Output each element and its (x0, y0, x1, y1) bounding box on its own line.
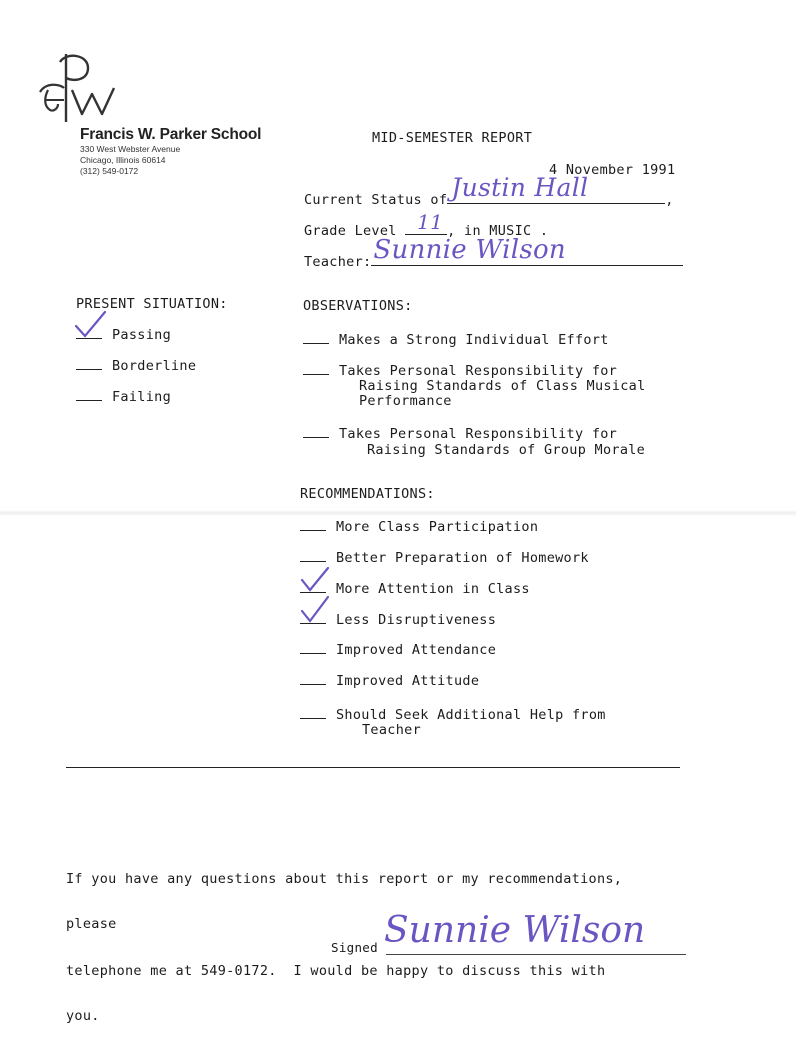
school-monogram-logo (36, 52, 120, 126)
recommendation-text: Less Disruptiveness (336, 612, 497, 628)
school-address-line1: 330 West Webster Avenue (80, 144, 181, 154)
recommendation-checkbox[interactable] (300, 641, 326, 654)
observation-text: Makes a Strong Individual Effort (339, 332, 609, 348)
grade-level-label: Grade Level (304, 223, 397, 239)
current-status-row: Current Status of Justin Hall , (304, 173, 674, 208)
report-date: 4 November 1991 (549, 162, 676, 178)
divider-line (66, 767, 680, 768)
checkmark-icon (298, 595, 332, 623)
teacher-signature-handwritten: Sunnie Wilson (373, 235, 566, 265)
observation-checkbox[interactable] (303, 362, 329, 375)
recommendation-item (300, 706, 606, 738)
student-name-handwritten: Justin Hall (451, 173, 589, 202)
current-status-label: Current Status of (304, 192, 448, 208)
recommendation-checkbox[interactable] (300, 611, 326, 624)
observation-text: Raising Standards of Class Musical (359, 378, 646, 394)
present-situation-item (76, 388, 171, 405)
observation-text: Raising Standards of Group Morale (367, 442, 646, 458)
teacher-label: Teacher: (304, 254, 372, 270)
present-situation-item (76, 326, 171, 343)
observation-item (303, 331, 609, 348)
recommendation-item (300, 611, 496, 628)
recommendation-text: Teacher (362, 722, 421, 738)
signature-handwritten: Sunnie Wilson (384, 910, 646, 951)
observations-heading: OBSERVATIONS: (303, 298, 413, 314)
recommendations-heading: RECOMMENDATIONS: (300, 486, 435, 502)
recommendation-text: More Class Participation (336, 519, 539, 535)
recommendation-text: Better Preparation of Homework (336, 550, 589, 566)
situation-label: Borderline (112, 358, 197, 374)
closing-line: please (66, 916, 117, 932)
checkmark-icon (298, 564, 332, 592)
situation-label: Passing (112, 327, 171, 343)
passing-checkbox[interactable] (76, 326, 102, 339)
recommendation-item (300, 518, 538, 535)
teacher-blank (371, 235, 683, 266)
monogram-text: PFW (36, 52, 38, 53)
observation-checkbox[interactable] (303, 425, 329, 438)
report-title: MID-SEMESTER REPORT (372, 130, 533, 146)
recommendation-item (300, 641, 496, 658)
present-situation-heading: PRESENT SITUATION: (76, 296, 228, 312)
situation-label: Failing (112, 389, 171, 405)
failing-checkbox[interactable] (76, 388, 102, 401)
school-phone: (312) 549-0172 (80, 166, 139, 176)
recommendation-item (300, 549, 589, 566)
closing-line: telephone me at 549-0172. I would be happy to discuss this with (66, 963, 606, 979)
recommendation-text: Improved Attendance (336, 642, 497, 658)
teacher-row (304, 235, 683, 270)
observation-item (303, 425, 645, 458)
recommendation-text: More Attention in Class (336, 581, 530, 597)
school-address-line2: Chicago, Illinois 60614 (80, 155, 166, 165)
closing-line: you. (66, 1008, 100, 1024)
observation-text: Takes Personal Responsibility for (339, 426, 618, 442)
closing-line: If you have any questions about this report or my recommendations, (66, 871, 623, 887)
signature-line (386, 954, 686, 955)
recommendation-checkbox[interactable] (300, 580, 326, 593)
grade-level-blank (405, 210, 447, 235)
recommendation-checkbox[interactable] (300, 549, 326, 562)
observation-text: Performance (359, 393, 452, 409)
recommendation-item (300, 580, 530, 597)
recommendation-text: Improved Attitude (336, 673, 480, 689)
school-name: Francis W. Parker School (80, 126, 262, 143)
observation-checkbox[interactable] (303, 331, 329, 344)
recommendation-checkbox[interactable] (300, 672, 326, 685)
checkmark-icon (74, 310, 108, 338)
paper-fold-crease (0, 510, 796, 516)
recommendation-checkbox[interactable] (300, 706, 326, 719)
recommendation-checkbox[interactable] (300, 518, 326, 531)
observation-text: Takes Personal Responsibility for (339, 363, 618, 379)
subject-text: , in MUSIC . (447, 223, 549, 239)
borderline-checkbox[interactable] (76, 357, 102, 370)
recommendation-item (300, 672, 479, 689)
grade-value-handwritten: 11 (417, 210, 444, 234)
observation-item (303, 362, 646, 409)
signed-label: Signed (331, 940, 378, 955)
present-situation-item (76, 357, 196, 374)
recommendation-text: Should Seek Additional Help from (336, 707, 606, 723)
